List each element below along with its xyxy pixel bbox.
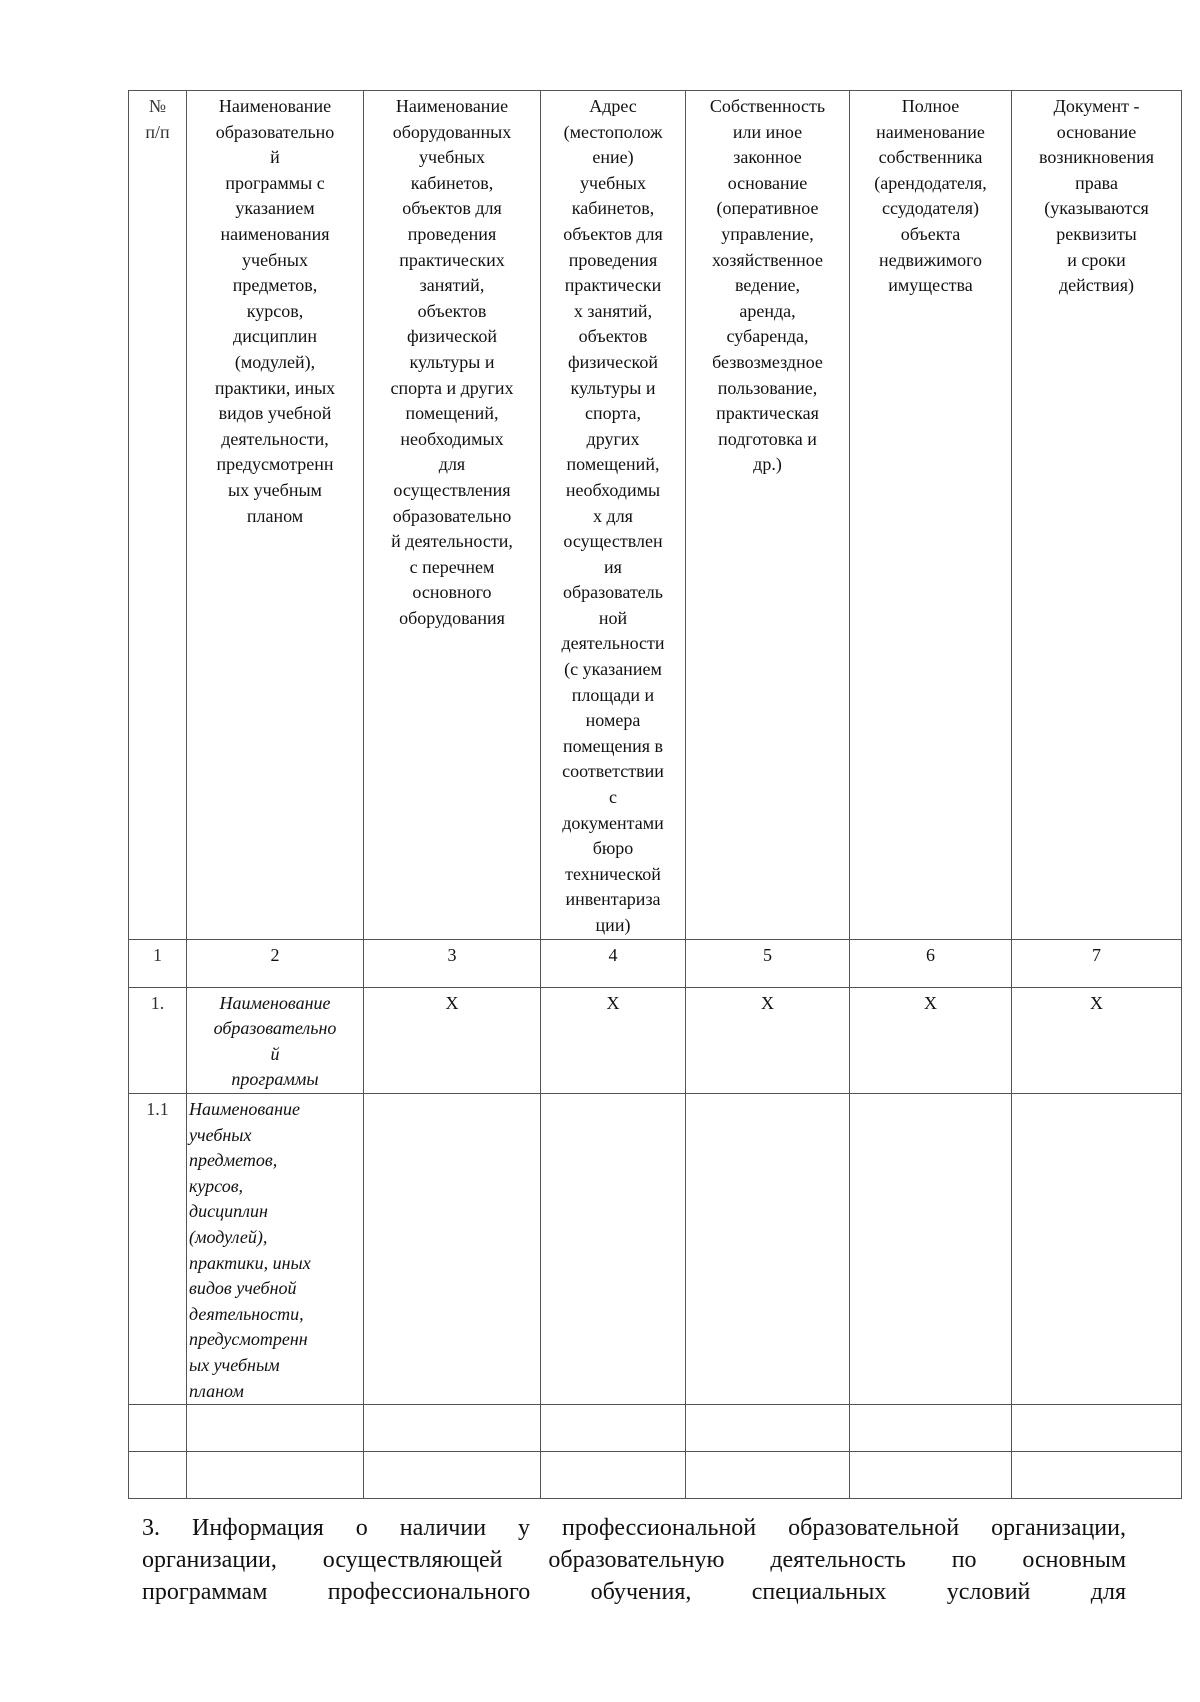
- table-row: [129, 987, 1182, 1093]
- empty-cell: [187, 1405, 364, 1452]
- empty-cell: [129, 1405, 187, 1452]
- x-mark-cell: X: [364, 987, 541, 1093]
- column-number-cell: 2: [187, 939, 364, 987]
- header-cell-number: № п/п: [129, 91, 187, 940]
- x-mark-cell: X: [686, 987, 850, 1093]
- paragraph-line: программам профессионального обучения, специальных условий для: [142, 1579, 1126, 1605]
- column-number-cell: 5: [686, 939, 850, 987]
- empty-cell: [129, 1452, 187, 1499]
- empty-cell: [364, 1452, 541, 1499]
- table-row-empty: [129, 1452, 1182, 1499]
- subjects-name-cell: Наименование учебных предметов, курсов, дисциплин (модулей), практики, иных видов учебной деятельности, предусмотренн ых учебным планом: [187, 1093, 364, 1404]
- header-cell-ownership: Собственность или иное законное основание (оперативное управление, хозяйственное ведение, аренда, субаренда, безвозмездное пользование, практическая подготовка и др.): [686, 91, 850, 940]
- empty-cell: [850, 1405, 1012, 1452]
- header-cell-owner-name: Полное наименование собственника (арендодателя, ссудодателя) объекта недвижимого имущества: [850, 91, 1012, 940]
- row-number-cell: 1.1: [129, 1093, 187, 1404]
- section-paragraph: [142, 1512, 1126, 1608]
- column-number-row: [129, 939, 1182, 987]
- empty-cell: [850, 1093, 1012, 1404]
- empty-cell: [850, 1452, 1012, 1499]
- empty-cell: [364, 1405, 541, 1452]
- empty-cell: [686, 1452, 850, 1499]
- header-cell-rooms: Наименование оборудованных учебных кабинетов, объектов для проведения практических занятий, объектов физической культуры и спорта и других помещений, необходимых для осуществления образовательно й деятельности, с перечнем основного оборудования: [364, 91, 541, 940]
- empty-cell: [1012, 1093, 1182, 1404]
- header-cell-document: Документ - основание возникновения права (указываются реквизиты и сроки действия): [1012, 91, 1182, 940]
- empty-cell: [1012, 1452, 1182, 1499]
- empty-cell: [187, 1452, 364, 1499]
- paragraph-line: организации, осуществляющей образовательную деятельность по основным: [142, 1547, 1126, 1573]
- table-row: [129, 1093, 1182, 1404]
- empty-cell: [541, 1405, 686, 1452]
- empty-cell: [1012, 1405, 1182, 1452]
- column-number-cell: 1: [129, 939, 187, 987]
- empty-cell: [541, 1452, 686, 1499]
- empty-cell: [364, 1093, 541, 1404]
- x-mark-cell: X: [541, 987, 686, 1093]
- column-number-cell: 7: [1012, 939, 1182, 987]
- table-header-row: [129, 91, 1182, 940]
- table-row-empty: [129, 1405, 1182, 1452]
- program-name-cell: Наименование образовательно й программы: [187, 987, 364, 1093]
- column-number-cell: 3: [364, 939, 541, 987]
- empty-cell: [686, 1405, 850, 1452]
- column-number-cell: 6: [850, 939, 1012, 987]
- empty-cell: [541, 1093, 686, 1404]
- column-number-cell: 4: [541, 939, 686, 987]
- facilities-table: [128, 90, 1182, 1499]
- header-cell-address: Адрес (местополож ение) учебных кабинетов, объектов для проведения практически х занятий, объектов физической культуры и спорта, других помещений, необходимы х для осуществлен ия образователь ной деятельности (с указанием площади и номера помещения в соответствии с документами бюро технической инвентариза ции): [541, 91, 686, 940]
- x-mark-cell: X: [850, 987, 1012, 1093]
- row-number-cell: 1.: [129, 987, 187, 1093]
- empty-cell: [686, 1093, 850, 1404]
- header-cell-program-name: Наименование образовательно й программы с указанием наименования учебных предметов, курсов, дисциплин (модулей), практики, иных видов учебной деятельности, предусмотренн ых учебным планом: [187, 91, 364, 940]
- paragraph-line: 3. Информация о наличии у профессиональной образовательной организации,: [142, 1515, 1126, 1541]
- x-mark-cell: X: [1012, 987, 1182, 1093]
